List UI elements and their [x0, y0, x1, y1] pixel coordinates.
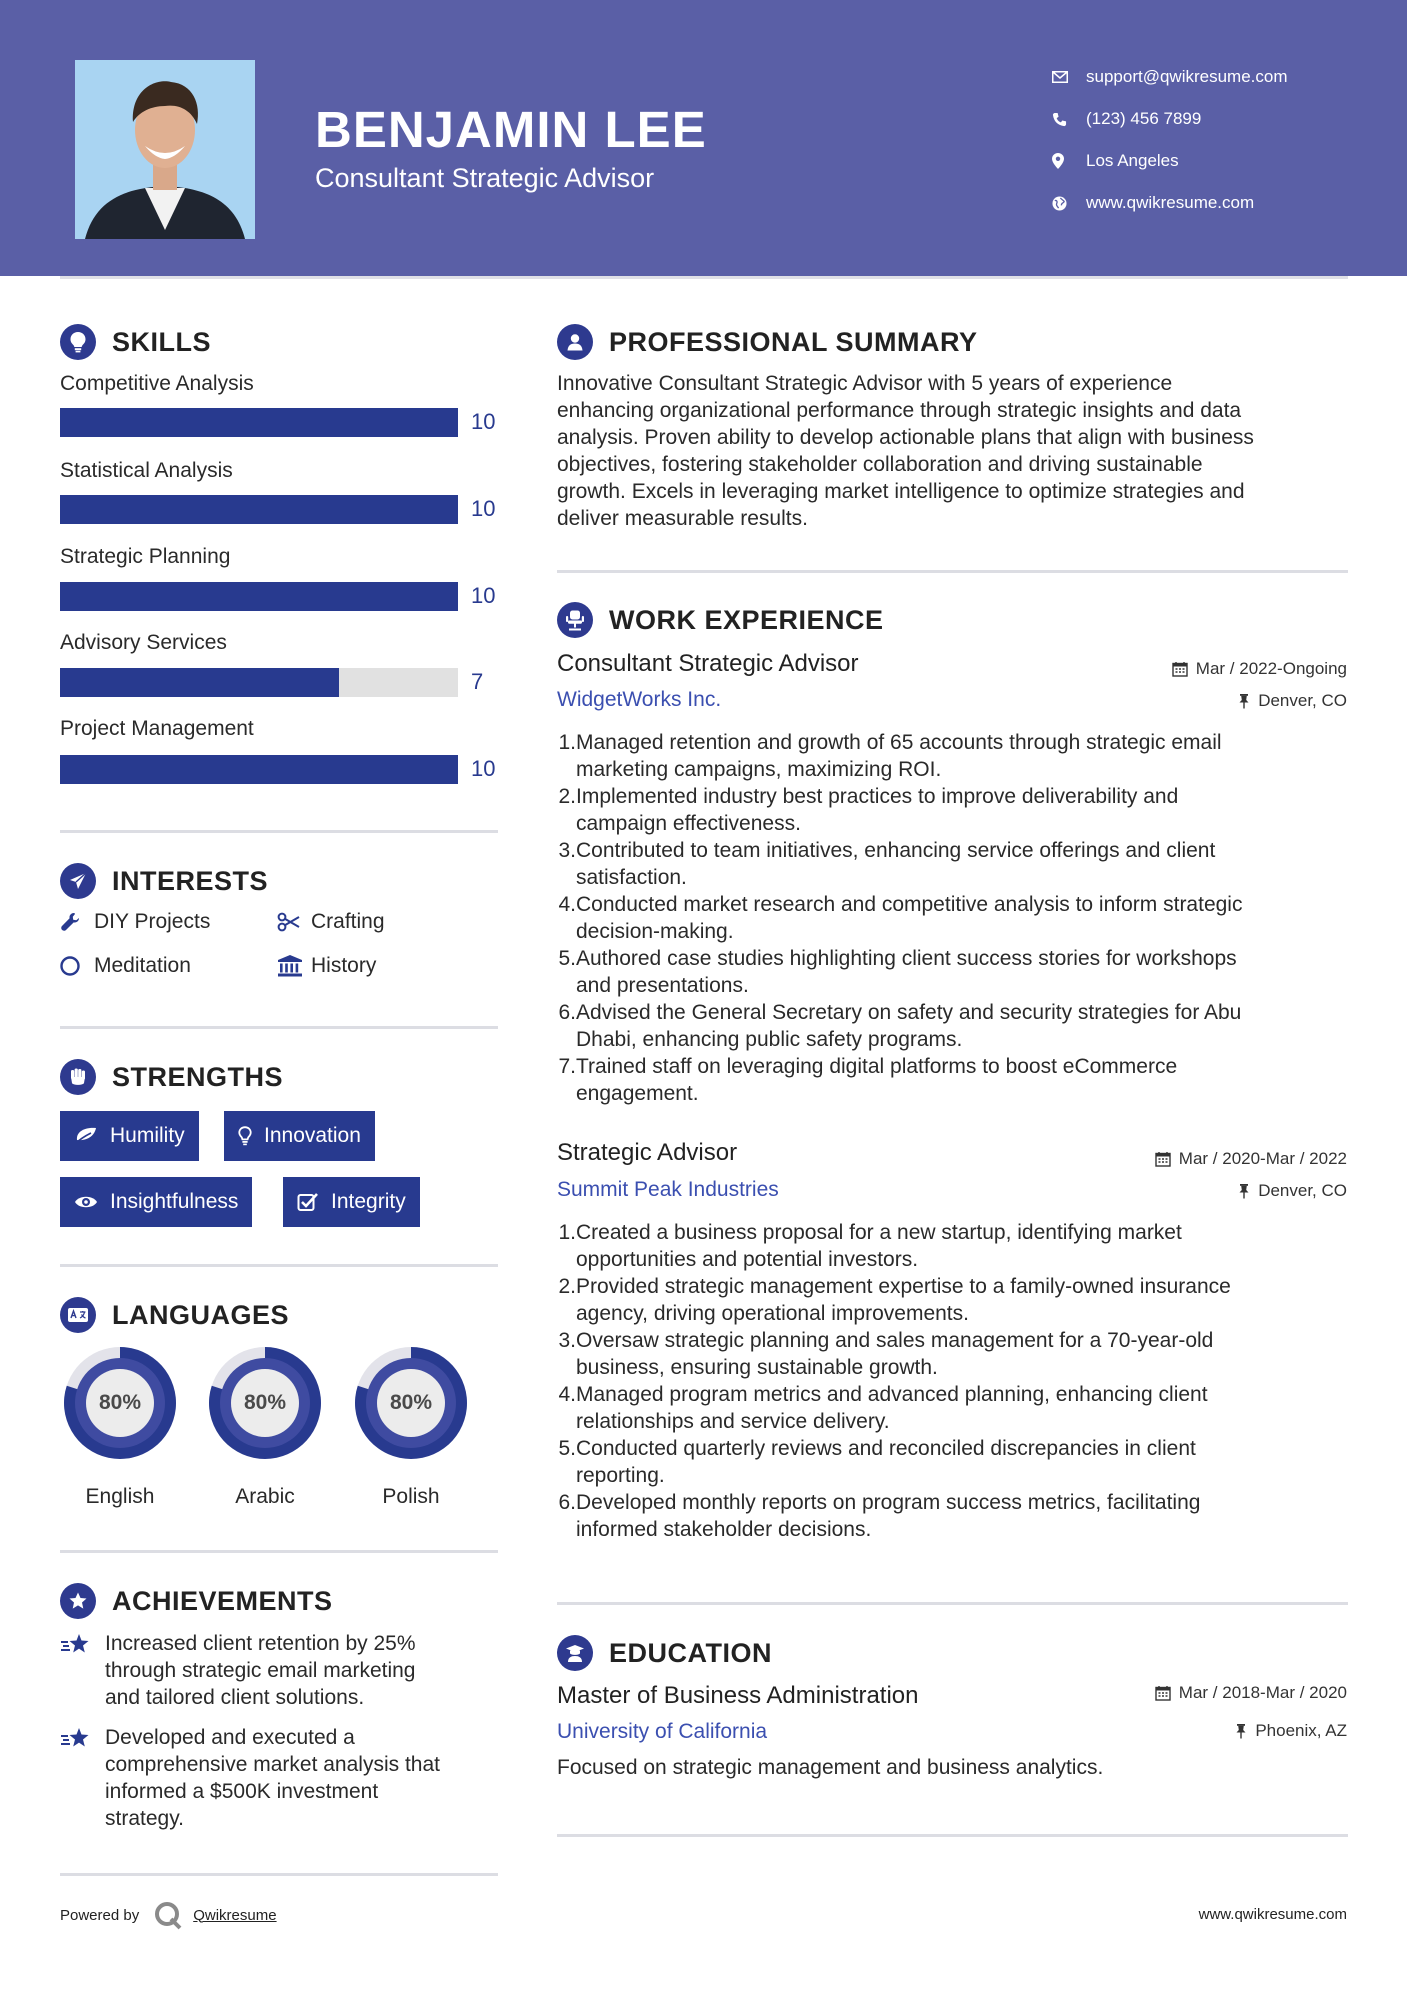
section-divider	[60, 1026, 498, 1029]
duty-line: and presentations.	[576, 974, 749, 997]
achievement-text	[105, 1630, 416, 1711]
office-chair-icon	[557, 602, 593, 638]
achievement-text	[105, 1724, 440, 1832]
contact-phone[interactable]	[1050, 98, 1380, 140]
skill-level: 7	[471, 669, 484, 694]
candidate-role: Consultant Strategic Advisor	[315, 163, 655, 193]
duty-line: Conducted market research and competitive analysis to inform strategic	[576, 893, 1243, 916]
job-dates-text: Mar / 2020-Mar / 2022	[1178, 1149, 1347, 1168]
achievements-heading	[60, 1583, 333, 1619]
duty-line: Advised the General Secretary on safety and security strategies for Abu	[576, 1001, 1242, 1024]
interest-item	[277, 910, 385, 934]
globe-icon	[1050, 196, 1086, 211]
strengths-heading	[60, 1059, 283, 1095]
duty-number: 5.	[558, 1437, 576, 1460]
education-title: EDUCATION	[609, 1637, 772, 1668]
duty-item	[557, 1489, 1347, 1543]
pushpin-icon	[1235, 1723, 1247, 1739]
map-pin-icon	[1050, 153, 1086, 169]
duty-text	[576, 729, 1222, 783]
summary-line: growth. Excels in leveraging market intelligence to optimize strategies and	[557, 480, 1245, 503]
education-heading	[557, 1635, 772, 1671]
duty-item	[557, 1053, 1347, 1107]
achievement-line: Increased client retention by 25%	[105, 1632, 416, 1655]
language-name: Polish	[382, 1485, 440, 1508]
header-divider	[60, 276, 1348, 279]
duty-text	[576, 1489, 1200, 1543]
degree-title: Master of Business Administration	[557, 1682, 919, 1709]
duty-item	[557, 1381, 1347, 1435]
skill-level: 10	[471, 496, 496, 521]
skill-bar-track	[60, 755, 458, 784]
pushpin-icon	[1238, 1183, 1250, 1199]
museum-icon	[277, 954, 311, 978]
section-divider	[60, 1264, 498, 1267]
duty-line: Developed monthly reports on program success metrics, facilitating	[576, 1491, 1201, 1514]
duty-item	[557, 945, 1347, 999]
skill-bar-track	[60, 582, 458, 611]
duty-text	[576, 837, 1215, 891]
language-name: Arabic	[235, 1485, 295, 1508]
job-location-text: Denver, CO	[1258, 691, 1347, 710]
section-divider	[557, 1834, 1348, 1837]
interest-label: DIY Projects	[94, 910, 211, 933]
duty-line: opportunities and potential investors.	[576, 1248, 919, 1271]
leaf-icon	[74, 1127, 98, 1145]
section-divider	[557, 570, 1348, 573]
interest-item	[60, 910, 210, 934]
duty-text	[576, 945, 1237, 999]
interest-item	[60, 954, 191, 978]
duty-line: engagement.	[576, 1082, 699, 1105]
skill-name: Project Management	[60, 717, 254, 740]
education-location	[1235, 1721, 1347, 1741]
duty-number: 7.	[558, 1055, 576, 1078]
strength-tag	[224, 1111, 375, 1161]
skill-bar-fill	[60, 582, 458, 611]
duty-line: Implemented industry best practices to improve deliverability and	[576, 785, 1179, 808]
duty-number: 6.	[558, 1491, 576, 1514]
duty-number: 6.	[558, 1001, 576, 1024]
duty-text	[576, 783, 1178, 837]
summary-line: Innovative Consultant Strategic Advisor with 5 years of experience	[557, 372, 1173, 395]
qwikresume-logo-icon	[153, 1900, 183, 1930]
duty-line: campaign effectiveness.	[576, 812, 801, 835]
paper-plane-icon	[60, 863, 96, 899]
strength-tag	[60, 1177, 252, 1227]
shooting-star-icon	[60, 1724, 105, 1832]
interests-heading	[60, 863, 268, 899]
duty-text	[576, 1381, 1208, 1435]
education-dates-text: Mar / 2018-Mar / 2020	[1178, 1683, 1347, 1702]
interest-label: History	[311, 954, 377, 977]
skill-bar-fill	[60, 495, 458, 524]
skill-bar-fill	[60, 755, 458, 784]
achievement-line: and tailored client solutions.	[105, 1686, 365, 1709]
duty-line: Created a business proposal for a new startup, identifying market	[576, 1221, 1182, 1244]
job-dates	[1155, 1149, 1347, 1169]
interest-label: Crafting	[311, 910, 385, 933]
interests-title: INTERESTS	[112, 865, 269, 896]
footer-branding	[60, 1900, 277, 1930]
duty-text	[576, 1273, 1231, 1327]
duty-item	[557, 1273, 1347, 1327]
skill-bar-fill	[60, 668, 339, 697]
checkbox-icon	[297, 1192, 319, 1212]
language-percent: 80%	[243, 1391, 287, 1414]
duty-item	[557, 999, 1347, 1053]
skill-name: Statistical Analysis	[60, 459, 233, 482]
interest-label: Meditation	[94, 954, 191, 977]
duty-item	[557, 783, 1347, 837]
phone-icon	[1050, 112, 1086, 127]
strengths-title: STRENGTHS	[112, 1061, 284, 1092]
achievements-title: ACHIEVEMENTS	[112, 1585, 333, 1616]
achievement-line: informed a $500K investment	[105, 1780, 379, 1803]
duty-text	[576, 1327, 1213, 1381]
calendar-icon	[1155, 1685, 1171, 1701]
achievement-item	[60, 1724, 500, 1832]
duty-line: decision-making.	[576, 920, 734, 943]
section-divider	[60, 1550, 498, 1553]
calendar-icon	[1172, 661, 1188, 677]
skill-bar-fill	[60, 408, 458, 437]
circle-icon	[60, 955, 94, 977]
duty-line: satisfaction.	[576, 866, 687, 889]
skill-level: 10	[471, 409, 496, 434]
education-description: Focused on strategic management and business analytics.	[557, 1756, 1104, 1779]
profile-photo	[75, 60, 255, 239]
brand-link[interactable]: Qwikresume	[193, 1906, 277, 1924]
duty-line: business, ensuring sustainable growth.	[576, 1356, 938, 1379]
skill-name: Advisory Services	[60, 631, 227, 654]
summary-line: enhancing organizational performance through strategic insights and data	[557, 399, 1242, 422]
job-location-text: Denver, CO	[1258, 1181, 1347, 1200]
languages-heading	[60, 1297, 289, 1333]
duty-number: 4.	[558, 1383, 576, 1406]
footer-website[interactable]: www.qwikresume.com	[1198, 1906, 1347, 1923]
duty-number: 4.	[558, 893, 576, 916]
pushpin-icon	[1238, 693, 1250, 709]
contact-list	[1050, 56, 1380, 224]
company-name[interactable]: Summit Peak Industries	[557, 1178, 779, 1201]
duty-list	[557, 729, 1347, 1107]
duty-item	[557, 729, 1347, 783]
job-title: Consultant Strategic Advisor	[557, 650, 859, 677]
skill-level: 10	[471, 583, 496, 608]
duty-item	[557, 1219, 1347, 1273]
duty-number: 1.	[558, 1221, 576, 1244]
user-icon	[557, 324, 593, 360]
summary-line: analysis. Proven ability to develop actionable plans that align with business	[557, 426, 1254, 449]
section-divider	[60, 1873, 498, 1876]
duty-line: Contributed to team initiatives, enhancing service offerings and client	[576, 839, 1216, 862]
duty-line: agency, driving operational improvements.	[576, 1302, 969, 1325]
job-title: Strategic Advisor	[557, 1139, 738, 1166]
duty-number: 1.	[558, 731, 576, 754]
language-percent: 80%	[98, 1391, 142, 1414]
job-location	[1238, 691, 1347, 711]
language-name: English	[85, 1485, 155, 1508]
duty-text	[576, 999, 1241, 1053]
summary-title: PROFESSIONAL SUMMARY	[609, 326, 978, 357]
duty-line: Authored case studies highlighting client success stories for workshops	[576, 947, 1237, 970]
duty-line: Trained staff on leveraging digital platforms to boost eCommerce	[576, 1055, 1178, 1078]
skill-name: Competitive Analysis	[60, 372, 254, 395]
language-percent: 80%	[389, 1391, 433, 1414]
powered-by-label: Powered by	[60, 1906, 140, 1924]
strength-label: Integrity	[331, 1190, 406, 1213]
skills-title: SKILLS	[112, 326, 212, 357]
website-text[interactable]: www.qwikresume.com	[1086, 193, 1255, 212]
duty-text	[576, 1053, 1177, 1107]
duty-line: Conducted quarterly reviews and reconciled discrepancies in client	[576, 1437, 1196, 1460]
summary-line: objectives, fostering stakeholder collaboration and driving sustainable	[557, 453, 1203, 476]
contact-email[interactable]	[1050, 56, 1380, 98]
lightbulb-icon	[60, 324, 96, 360]
portrait-image	[75, 60, 255, 239]
job-dates	[1172, 659, 1347, 679]
strength-tag	[60, 1111, 199, 1161]
duty-item	[557, 1327, 1347, 1381]
location-text: Los Angeles	[1086, 151, 1179, 170]
summary-text	[557, 370, 1357, 532]
section-divider	[60, 830, 498, 833]
achievement-line: comprehensive market analysis that	[105, 1753, 440, 1776]
lightbulb-outline-icon	[238, 1126, 252, 1146]
duty-text	[576, 1219, 1182, 1273]
raised-fist-icon	[60, 1059, 96, 1095]
experience-title: WORK EXPERIENCE	[609, 604, 884, 635]
summary-heading	[557, 324, 978, 360]
duty-line: Provided strategic management expertise to a family-owned insurance	[576, 1275, 1231, 1298]
language-icon	[60, 1297, 96, 1333]
resume-header	[0, 0, 1407, 276]
contact-location	[1050, 140, 1380, 182]
duty-line: relationships and service delivery.	[576, 1410, 890, 1433]
achievement-line: Developed and executed a	[105, 1726, 355, 1749]
job-dates-text: Mar / 2022-Ongoing	[1195, 659, 1347, 678]
skill-bar-track	[60, 668, 458, 697]
contact-website[interactable]	[1050, 182, 1380, 224]
achievement-line: strategy.	[105, 1807, 184, 1830]
duty-line: Managed program metrics and advanced planning, enhancing client	[576, 1383, 1208, 1406]
duty-number: 3.	[558, 839, 576, 862]
duty-item	[557, 891, 1347, 945]
eye-icon	[74, 1194, 98, 1210]
school-name[interactable]: University of California	[557, 1720, 768, 1743]
company-name[interactable]: WidgetWorks Inc.	[557, 688, 722, 711]
graduate-icon	[557, 1635, 593, 1671]
language-item	[350, 1342, 472, 1508]
strength-label: Insightfulness	[110, 1190, 239, 1213]
experience-heading	[557, 602, 884, 638]
job-location	[1238, 1181, 1347, 1201]
skill-bar-track	[60, 408, 458, 437]
skill-level: 10	[471, 756, 496, 781]
duty-number: 2.	[558, 785, 576, 808]
duty-line: Oversaw strategic planning and sales management for a 70-year-old	[576, 1329, 1214, 1352]
duty-number: 3.	[558, 1329, 576, 1352]
skills-heading	[60, 324, 211, 360]
email-text[interactable]: support@qwikresume.com	[1086, 67, 1288, 86]
language-item	[204, 1342, 326, 1508]
strength-label: Innovation	[264, 1124, 361, 1147]
duty-line: Dhabi, enhancing public safety programs.	[576, 1028, 963, 1051]
candidate-name: BENJAMIN LEE	[315, 101, 707, 158]
language-item	[59, 1342, 181, 1508]
calendar-icon	[1155, 1151, 1171, 1167]
strength-tag	[283, 1177, 420, 1227]
interest-item	[277, 954, 376, 978]
section-divider	[557, 1602, 1348, 1605]
education-dates	[1155, 1683, 1347, 1703]
skill-bar-track	[60, 495, 458, 524]
languages-title: LANGUAGES	[112, 1299, 290, 1330]
duty-line: informed stakeholder decisions.	[576, 1518, 872, 1541]
duty-list	[557, 1219, 1347, 1543]
star-badge-icon	[60, 1583, 96, 1619]
summary-line: deliver measurable results.	[557, 507, 808, 530]
strength-label: Humility	[110, 1124, 185, 1147]
duty-line: reporting.	[576, 1464, 665, 1487]
phone-text[interactable]: (123) 456 7899	[1086, 109, 1202, 128]
scissors-icon	[277, 912, 311, 932]
education-location-text: Phoenix, AZ	[1255, 1721, 1347, 1740]
duty-text	[576, 1435, 1196, 1489]
duty-text	[576, 891, 1242, 945]
duty-line: Managed retention and growth of 65 accounts through strategic email	[576, 731, 1222, 754]
envelope-icon	[1050, 71, 1086, 83]
duty-item	[557, 1435, 1347, 1489]
duty-item	[557, 837, 1347, 891]
achievement-item	[60, 1630, 500, 1711]
duty-number: 2.	[558, 1275, 576, 1298]
achievement-line: through strategic email marketing	[105, 1659, 416, 1682]
shooting-star-icon	[60, 1630, 105, 1711]
skill-name: Strategic Planning	[60, 545, 231, 568]
wrench-icon	[60, 911, 94, 933]
duty-number: 5.	[558, 947, 576, 970]
duty-line: marketing campaigns, maximizing ROI.	[576, 758, 942, 781]
